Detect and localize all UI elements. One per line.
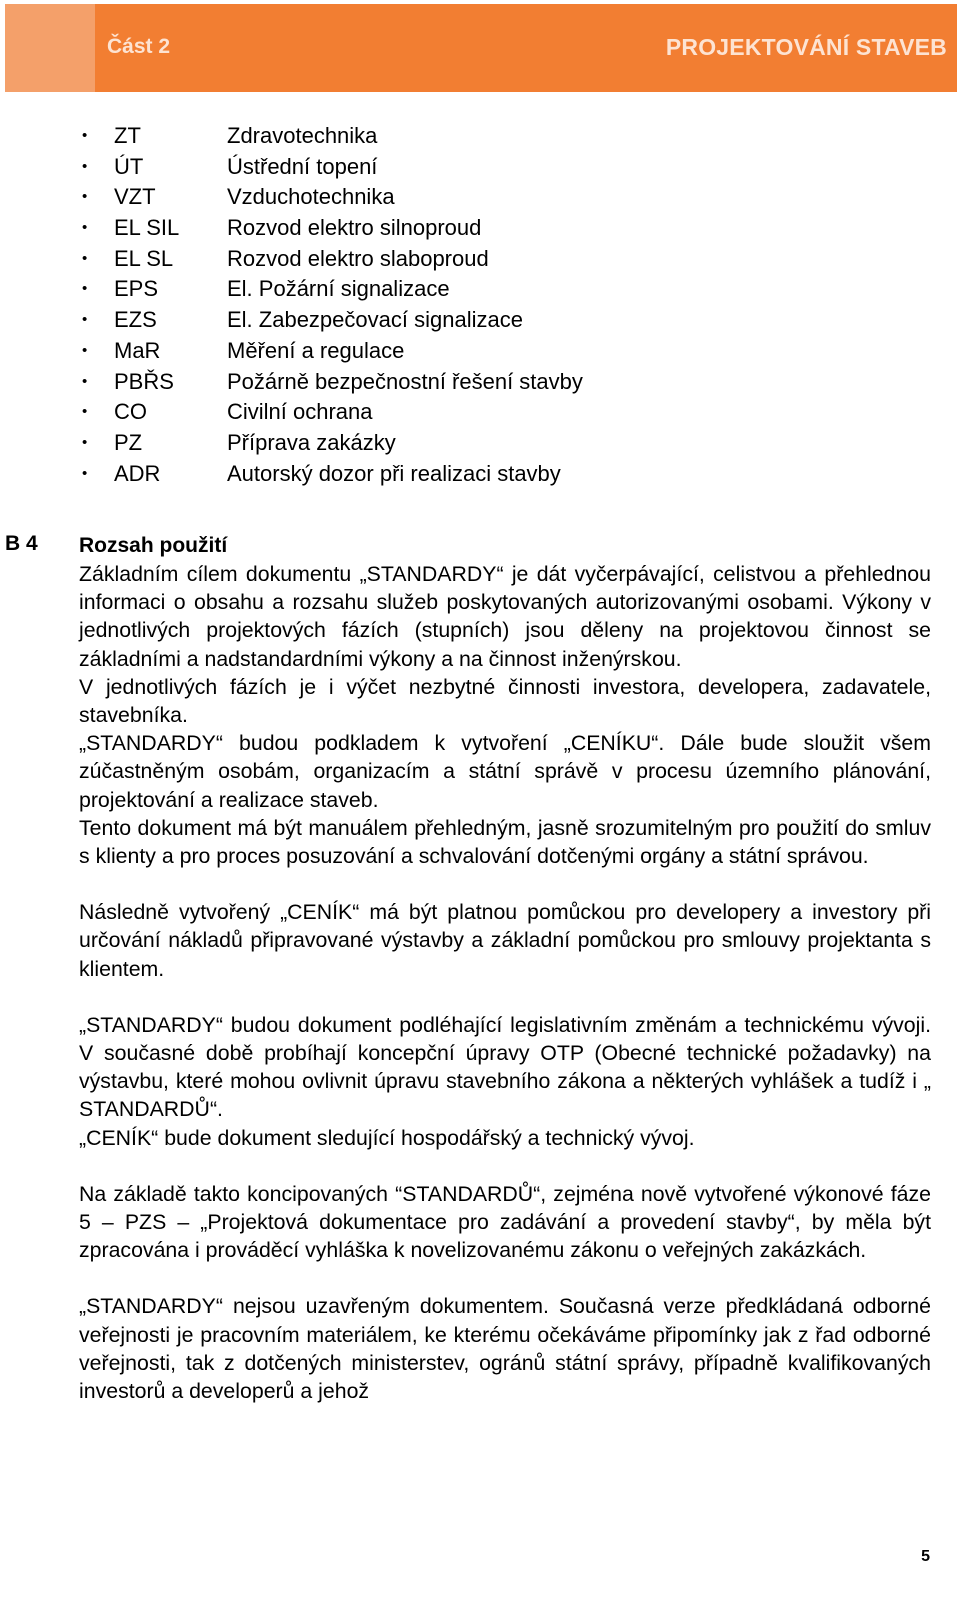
- abbreviation-description: Vzduchotechnika: [227, 184, 395, 210]
- section-heading: Rozsah použití: [79, 534, 228, 557]
- abbreviation-description: Rozvod elektro slaboproud: [227, 245, 489, 271]
- bullet-icon: •: [82, 341, 88, 359]
- abbreviation-code: EL SL: [114, 245, 174, 271]
- abbreviation-code: ADR: [114, 460, 161, 486]
- abbreviation-code: MaR: [114, 337, 161, 363]
- header-accent-block: [5, 4, 95, 92]
- abbreviation-description: El. Zabezpečovací signalizace: [227, 307, 523, 333]
- section-number: B 4: [5, 532, 38, 555]
- paragraph: „CENÍK“ bude dokument sledující hospodářský a technický vývoj.: [79, 1125, 695, 1150]
- abbreviation-code: PZ: [114, 429, 143, 455]
- bullet-icon: •: [82, 127, 88, 144]
- bullet-icon: •: [82, 280, 88, 298]
- paragraph: „STANDARDY“ nejsou uzavřeným dokumentem. Současná verze předkládaná odborné veřejnosti je pracovním materiálem, ke kterému očekáváme připomínky jak z řad odborné veřejnosti, tak z dotčených ministerstev, ogránů státní správy, případně kvalifikovaných investorů a developerů a jehož: [79, 1294, 931, 1404]
- abbreviation-description: Ústřední topení: [227, 153, 378, 179]
- abbreviation-description: Rozvod elektro silnoproud: [227, 215, 482, 241]
- abbreviation-code: EZS: [114, 307, 157, 333]
- paragraph: Tento dokument má být manuálem přehledným, jasně srozumitelným pro použití do smluv s klienty a pro proces posuzování a schvalování dotčenými orgány a státní správou.: [79, 815, 931, 869]
- abbreviation-description: Civilní ochrana: [227, 399, 373, 425]
- paragraph: Následně vytvořený „CENÍK“ má být platnou pomůckou pro developery a investory při určování nákladů připravované výstavby a základní pomůckou pro smlouvy projektanta s klientem.: [79, 900, 931, 981]
- abbreviation-code: VZT: [114, 184, 156, 210]
- bullet-icon: •: [82, 464, 88, 482]
- abbreviation-code: ZT: [114, 123, 141, 148]
- bullet-icon: •: [82, 433, 88, 451]
- paragraph: Základním cílem dokumentu „STANDARDY“ je dát vyčerpávající, celistvou a přehlednou informaci o obsahu a rozsahu služeb poskytovaných autorizovanými osobami. Výkony v jednotlivých projektových fázích (stupních) jsou děleny na projektovou činnost se základními a nadstandardními výkony a na činnost inženýrskou.: [79, 562, 931, 671]
- bullet-icon: •: [82, 372, 88, 390]
- abbreviation-code: PBŘS: [114, 368, 174, 394]
- abbreviation-description: Zdravotechnika: [227, 123, 378, 148]
- paragraph: „STANDARDY“ budou podkladem k vytvoření „CENÍKU“. Dále bude sloužit všem zúčastněným osobám, organizacím a státní správě v procesu územního plánování, projektování a realizace staveb.: [79, 731, 931, 812]
- abbreviation-code: EPS: [114, 276, 159, 302]
- bullet-icon: •: [82, 403, 88, 421]
- part-label: Část 2: [107, 35, 171, 58]
- paragraph: „STANDARDY“ budou dokument podléhající legislativním změnám a technickému vývoji. V současné době probíhají koncepční úpravy OTP (Obecné technické požadavky) na výstavbu, které mohou ovlivnit úpravu stavebního zákona a některých vyhlášek a tudíž i „ STANDARDŮ“.: [79, 1012, 931, 1122]
- abbreviation-description: Autorský dozor při realizaci stavby: [227, 460, 561, 486]
- paragraph: V jednotlivých fázích je i výčet nezbytné činnosti investora, developera, zadavatele, stavebníka.: [79, 674, 931, 728]
- abbreviation-code: EL SIL: [114, 215, 180, 241]
- section-body: [79, 532, 931, 1405]
- bullet-icon: •: [82, 311, 88, 329]
- abbreviation-description: Měření a regulace: [227, 337, 405, 363]
- bullet-icon: •: [82, 219, 88, 237]
- abbreviation-code: ÚT: [114, 153, 144, 179]
- paragraph: Na základě takto koncipovaných “STANDARDŮ“, zejména nově vytvořené výkonové fáze 5 – PZS – „Projektová dokumentace pro zadávání a provedení stavby“, by měla být zpracována i prováděcí vyhláška k novelizovanému zákonu o veřejných zakázkách.: [79, 1181, 931, 1263]
- bullet-icon: •: [82, 249, 88, 267]
- abbreviation-code: CO: [114, 399, 147, 425]
- bullet-icon: •: [82, 157, 88, 175]
- bullet-icon: •: [82, 188, 88, 206]
- abbreviation-description: Příprava zakázky: [227, 429, 396, 455]
- page-header: [5, 4, 957, 92]
- abbreviation-description: Požárně bezpečnostní řešení stavby: [227, 368, 583, 394]
- page-number: 5: [921, 1548, 930, 1565]
- abbreviation-description: El. Požární signalizace: [227, 276, 450, 302]
- header-title: PROJEKTOVÁNÍ STAVEB: [665, 34, 947, 60]
